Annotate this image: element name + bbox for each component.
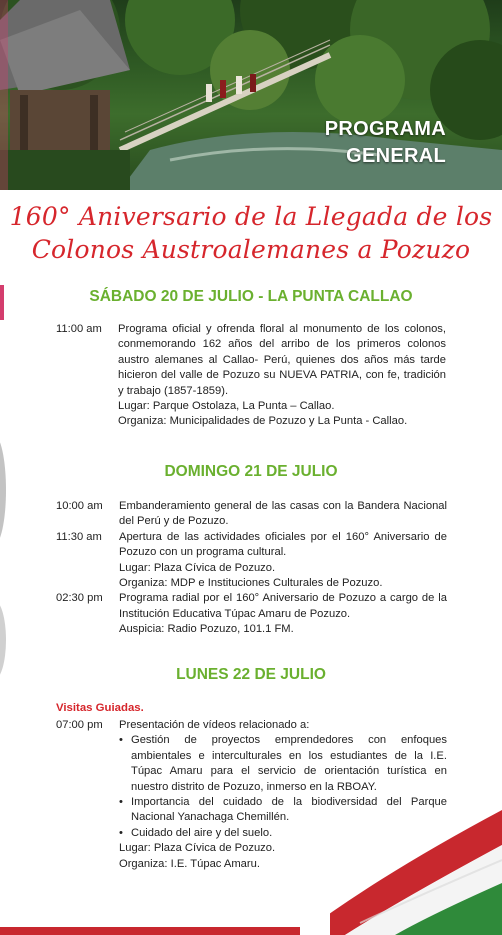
event-description — [118, 322, 446, 430]
event-place: Lugar: Plaza Cívica de Pozuzo. — [119, 842, 276, 855]
event-description — [119, 591, 447, 637]
day-heading-domingo: DOMINGO 21 DE JULIO — [164, 463, 338, 480]
event-time: 11:30 am — [56, 530, 102, 543]
program-title — [325, 116, 446, 170]
day-heading-sabado: SÁBADO 20 DE JULIO - LA PUNTA CALLAO — [89, 288, 413, 305]
main-title-line1: 160° Aniversario de la Llegada de los — [9, 202, 493, 231]
section-label-visitas: Visitas Guiadas. — [56, 702, 144, 714]
schedule-sabado — [0, 322, 502, 430]
event-row — [0, 591, 502, 637]
bullet-icon: • — [119, 826, 123, 839]
event-text: Programa radial por el 160° Aniversario de Pozuzo a cargo de la Institución Educativa Túpac Amaru de Pozuzo. — [119, 592, 447, 620]
event-sponsor: Auspicia: Radio Pozuzo, 101.1 FM. — [119, 623, 294, 636]
list-item — [119, 733, 447, 795]
event-row — [0, 499, 502, 530]
bullet-icon: • — [119, 796, 123, 809]
list-item-text: Importancia del cuidado de la biodiversidad del Parque Nacional Yanachaga Chemillén. — [131, 796, 447, 824]
event-text: Embanderamiento general de las casas con la Bandera Nacional del Perú y de Pozuzo. — [119, 500, 447, 528]
event-description — [119, 499, 447, 530]
event-description — [119, 530, 447, 592]
event-place: Lugar: Plaza Cívica de Pozuzo. — [119, 561, 276, 574]
main-title-line2: Colonos Austroalemanes a Pozuzo — [31, 235, 471, 264]
event-text: Apertura de las actividades oficiales por el 160° Aniversario de Pozuzo con un programa cultural. — [119, 530, 447, 559]
event-text: Programa oficial y ofrenda floral al monumento de los colonos, conmemorando 162 años del arribo de los primeros colonos austro alemanes al Callao- Perú, quienes dos años más tarde hicieron del valle de Pozuzo su NUEVA PATRIA, con fe, tradición y trabajo (1857-1859). — [118, 323, 446, 397]
list-item-text: Gestión de proyectos emprendedores con enfoques ambientales e interculturales en los estudiantes de la I.E. Túpac Amaru para el servicio de orientación turística en nuestro distrito de Pozuzo, inmerso en la RBOAY. — [131, 734, 447, 793]
event-place: Lugar: Parque Ostolaza, La Punta – Callao. — [118, 400, 335, 413]
day-heading-lunes: LUNES 22 DE JULIO — [176, 666, 326, 683]
event-organizer: Organiza: MDP e Instituciones Culturales de Pozuzo. — [119, 577, 383, 590]
event-intro: Presentación de vídeos relacionado a: — [119, 719, 310, 731]
event-time: 10:00 am — [56, 500, 103, 512]
event-time: 11:00 am — [56, 323, 102, 335]
event-organizer: Organiza: Municipalidades de Pozuzo y La Punta - Callao. — [118, 415, 408, 428]
event-row — [0, 530, 502, 592]
bullet-icon: • — [119, 734, 123, 747]
event-row — [0, 322, 502, 430]
hero-photo — [0, 0, 502, 190]
program-title-line1: PROGRAMA — [324, 118, 446, 140]
flag-decoration — [0, 805, 502, 935]
schedule-domingo — [0, 499, 502, 638]
event-time: 07:00 pm — [56, 719, 103, 731]
event-time: 02:30 pm — [56, 592, 103, 605]
program-title-line2: GENERAL — [346, 145, 446, 167]
main-title — [0, 200, 502, 266]
list-item-text: Cuidado del aire y del suelo. — [131, 826, 273, 839]
event-organizer: Organiza: I.E. Túpac Amaru. — [119, 857, 260, 870]
